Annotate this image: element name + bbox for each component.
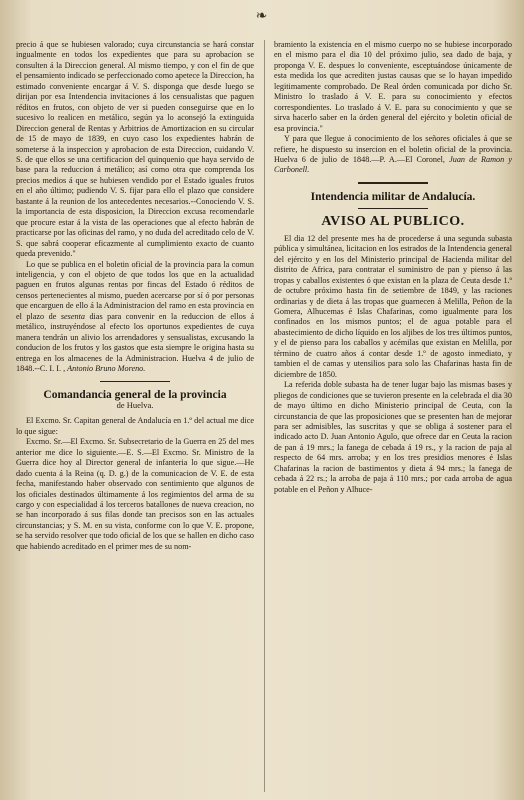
header-ornament: ❧: [255, 9, 269, 24]
column-divider: [264, 40, 265, 792]
section-divider: [100, 381, 170, 382]
text-sixty-days: sesenta: [60, 311, 85, 321]
text: Lo que se publica en el boletin oficial de la provincia para la comun inteligencia, y con el objeto de que todos los que en la actualidad paguen en frutos algunas rentas por fincas del Estado ó réditos de censos pertenecientes al mismo, pueden acercarse por sí ó por personas que encarguen de ello á la Administracion del ramo en esta provincia en el plazo de: [16, 259, 254, 321]
paragraph-subasta: El dia 12 del presente mes ha de procederse á una segunda subasta pública y simultánea, licitacion en los estrados de la Intendencia general del ejército y en los del Ministerio principal de Hacienda militar del distrito de Africa, para contratar el suministro de pan y pienso á las tropas y caballos existentes ó que existan en la plaza de Ceuta desde 1.º de octubre próximo hasta fin de setiembre de 1849, y las raciones ordinarias y de dieta á las tropas que guarnecen á Melilla, Peñon de la Gomera, Alhucemas é Islas Chafarinas, como igualmente para los confinados en los mismos puntos; el de agua potable para el abastecimiento de dicho líquido en los aljibes de los tres últimos puntos, y el de pienso para los caballos y acémilas que existan en Melilla, por término de cuatro años á contar desde 1.º de agosto inmediato, y tambien el de camas y utensilios para solo las Chafarinas hasta fin de diciembre de 1850.: [274, 233, 512, 379]
text: Y para que llegue á conocimiento de los señores oficiales á que se refiere, he dispuesto su insercion en el boletin oficial de la provincia. Huelva 6 de julio de 1848.—P. A.—El Coronel,: [274, 134, 512, 164]
paragraph-insertion-notice: [274, 134, 512, 176]
left-column: [16, 40, 254, 792]
heading-comandancia: Comandancia general de la provincia: [43, 388, 227, 401]
text: dias para convenir en la reduccion de ellos á metálico, instruyéndose al efecto los oportunos expedientes de cuya manera tendrán un alivio los arrendadores y sensualistas, excusando la conducion de los frutos y los gastos que esta siempre le origina hasta su entrega en los almacenes de la Administracion. Huelva 4 de julio de 1848.--C. I. I. ,: [16, 311, 254, 374]
paragraph-war-ministry: Excmo. Sr.—El Excmo. Sr. Subsecretario de la Guerra en 25 del mes anterior me dice lo siguiente.—E. S.—El Excmo. Sr. Ministro de la Guerra dice hoy al Director general de infanteria lo que sigue.—He dado cuenta á la Reina (q. D. g.) de la comunicacion de V. E. de esta fecha, manifestando haber observado con sentimiento que algunos de los oficiales destinados últimamente á los regimientos del arma de su cargo y con especialidad á los terceros batallones de nueva creacion, no se han incorporado á sus filas donde tan precisos son en las actuales circunstancias; y S. M. en su vista, conforme con lo que V. E. propone, se ha servido resolver que todo oficial de los que se hallen en dicho caso que habiendo acreditado en el primer mes de su nom-: [16, 437, 254, 551]
paragraph-incorporation: bramiento la existencia en el mismo cuerpo no se hubiese incorporado en el mismo para el dia 10 del próximo julio, sea dado de baja, y proponga V. E. despues lo conveniente, esceptuándose únicamente de esta medida los que acrediten justas causas que se lo hayan impedido legitimamente comprobado. De Real órden comunicada por dicho Sr. Ministro lo traslado á V. E. para su conocimiento y efectos correspondientes. Lo traslado á V. E. para su conocimiento y que se sirva hacerlo saber en la órden general del ejército y boletin oficial de esa provincia.": [274, 40, 512, 133]
section-divider: [358, 182, 428, 184]
right-column: [274, 40, 512, 792]
paragraph-publication-notice: [16, 260, 254, 375]
section-divider: [358, 208, 428, 209]
paragraph-doble-subasta: La referida doble subasta ha de tener lugar bajo las mismas bases y pliegos de condiciones que se tuvieron presente en la celebrada el dia 30 de mayo último en dicho Ministerio principal de Ceuta, con la circunstancia de que las proposiciones que se presenten han de mejorar para ser admisibles, las suscritas y que se obliga á sostener para el indicado acto D. Juan Antonio Agulo, que ofrece dar en Ceuta la racion de pan á 19 mrs.; la fanega de cebada á 19 rs., y la racion de paja al respecto de 64 mrs. arroba; y en los tres presidios menores é Islas Chafarinas la racion de bastimentos y dieta á 94 mrs.; la fanega de cebada á 22 rs.; la arroba de paja á 110 mrs.; por cada arroba de agua potable en el Peñon y Alhuce-: [274, 380, 512, 494]
paragraph-captain-general: El Excmo. Sr. Capitan general de Andalucía en 1.º del actual me dice lo que sigue:: [16, 416, 254, 436]
heading-intendencia: Intendencia militar de Andalucía.: [310, 190, 476, 203]
heading-aviso-publico: AVISO AL PUBLICO.: [321, 214, 465, 230]
paragraph-valuation: precio á que se hubiesen valorado; cuya circunstancia se hará constar ingualmente en todos los expedientes que para su aprobacion se consulten á la Direccion general. Al mismo tiempo, y con el fin de que el pensamiento indicado se perfeccionado como apetece la Direccion, ha estimado conveniente encargar á V. S. disponga que desde luego se dirijan por esa Intendencia invitaciones á los censualistas que paguen réditos en frutos, con objeto de ver si pueden conseguirse que en lo sucesivo lo realicen en metálico, según ya lo aconsejó la extinguida Direccion general de Rentas y Arbitrios de Amortizacion en su circular de 15 de mayo de 1839, en cuyo caso los expedientes habrán de someterse á la inspeccion y aprobacion de esta Direccion, cuidando V. S. de que ellos se una certificacion del quinquenio que haya servido de base para la reduccion á metálico; así como otra que comprenda los precios medios á que se hubiesen vendido por el Estado iguales frutos en el año último; pudiendo V. S. fijar para ello el plazo que considere bastante á la reunion de los antecedentes necesarios.--Conociendo V. S. la importancia de esta disposicion, la Direccion excusa recomendarle que procure estar á la vista de las operaciones que al efecto habrán de practicarse por las oficinas del ramo, y no duda del acreditado celo de V. S. que sabrá cooperar eficazmente al cumplimiento exacto de cuanto queda prevenido.": [16, 40, 254, 259]
watermark-logo: [210, 700, 510, 790]
heading-comandancia-sub: de Huelva.: [116, 399, 154, 410]
signature-antonio-bruno-moreno: Antonio Bruno Moreno.: [67, 364, 146, 374]
signature-juan-de-ramon: Juan de Ramon y Carbonell.: [274, 154, 512, 175]
